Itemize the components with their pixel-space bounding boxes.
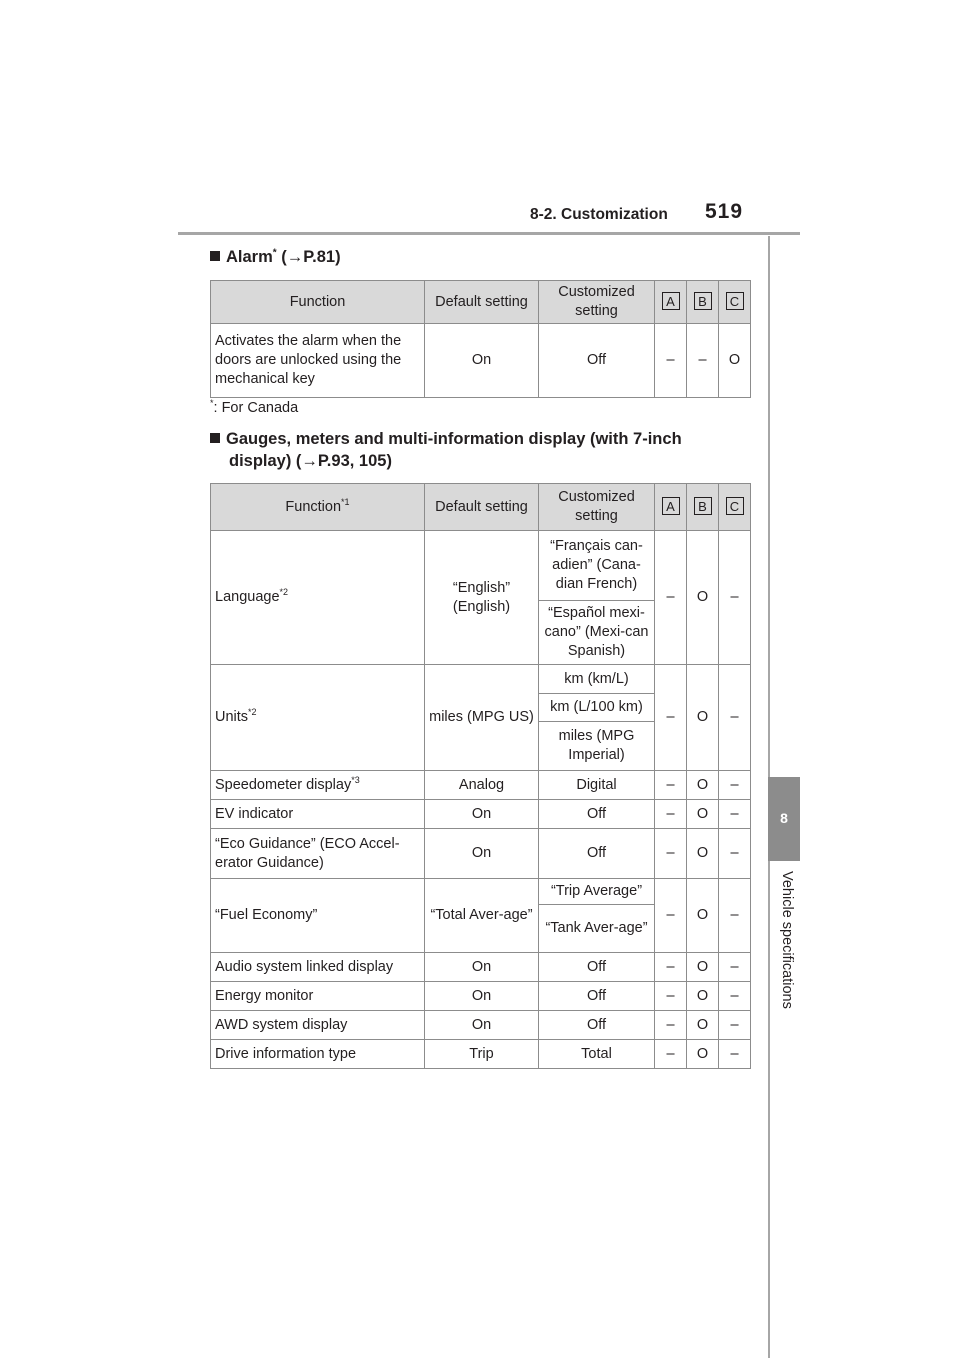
- cell-b: O: [687, 665, 719, 771]
- header-rule: [178, 232, 800, 235]
- cell-customized: km (km/L): [539, 665, 655, 694]
- cell-b: O: [687, 879, 719, 953]
- cell-b: O: [687, 531, 719, 665]
- cell-c: –: [719, 1040, 751, 1069]
- page-header-section: 8-2. Customization: [530, 206, 668, 223]
- cell-c: –: [719, 665, 751, 771]
- cell-b: –: [687, 324, 719, 398]
- footnote-canada: *: For Canada: [210, 398, 299, 416]
- cell-customized: “Trip Average”: [539, 879, 655, 905]
- column-header-a: A: [655, 484, 687, 531]
- table-row-units: [211, 665, 751, 694]
- cell-c: –: [719, 879, 751, 953]
- cell-function: Units$^{*2}$: [211, 665, 425, 771]
- cell-a: –: [655, 771, 687, 800]
- cell-customized: Off: [539, 324, 655, 398]
- column-header-b: B: [687, 484, 719, 531]
- cell-function: EV indicator: [211, 800, 425, 829]
- bullet-square-icon: [210, 433, 220, 443]
- column-header-a: A: [655, 281, 687, 324]
- cell-customized: Off: [539, 953, 655, 982]
- cell-customized: “Français can-adien” (Cana-dian French): [539, 531, 655, 601]
- column-header-default: Default setting: [425, 281, 539, 324]
- cell-customized: Total: [539, 1040, 655, 1069]
- chapter-tab: [768, 777, 800, 861]
- cell-default: On: [425, 324, 539, 398]
- cell-a: –: [655, 324, 687, 398]
- table-row-fuel: [211, 879, 751, 905]
- cell-a: –: [655, 1011, 687, 1040]
- cell-customized: miles (MPG Imperial): [539, 722, 655, 771]
- cell-c: –: [719, 829, 751, 879]
- cell-customized: Off: [539, 982, 655, 1011]
- cell-default: Trip: [425, 1040, 539, 1069]
- cell-c: –: [719, 531, 751, 665]
- table-row-energy: [211, 982, 751, 1011]
- cell-a: –: [655, 953, 687, 982]
- cell-c: –: [719, 800, 751, 829]
- cell-b: O: [687, 1040, 719, 1069]
- cell-function: Drive information type: [211, 1040, 425, 1069]
- bullet-square-icon: [210, 251, 220, 261]
- cell-a: –: [655, 800, 687, 829]
- cell-default: “English” (English): [425, 531, 539, 665]
- cell-customized: Off: [539, 829, 655, 879]
- table-row-eco: [211, 829, 751, 879]
- cell-customized: Digital: [539, 771, 655, 800]
- cell-default: miles (MPG US): [425, 665, 539, 771]
- cell-b: O: [687, 953, 719, 982]
- cell-c: –: [719, 982, 751, 1011]
- cell-b: O: [687, 771, 719, 800]
- cell-b: O: [687, 982, 719, 1011]
- cell-a: –: [655, 1040, 687, 1069]
- cell-c: O: [719, 324, 751, 398]
- column-header-c: C: [719, 281, 751, 324]
- cell-customized: “Español mexi-cano” (Mexi-can Spanish): [539, 601, 655, 665]
- cell-customized: “Tank Aver-age”: [539, 905, 655, 953]
- column-header-b: B: [687, 281, 719, 324]
- cell-function: “Eco Guidance” (ECO Accel-erator Guidance): [211, 829, 425, 879]
- cell-function: Speedometer display$^{*3}$: [211, 771, 425, 800]
- cell-default: “Total Aver-age”: [425, 879, 539, 953]
- cell-function: “Fuel Economy”: [211, 879, 425, 953]
- cell-a: –: [655, 531, 687, 665]
- table-row-awd: [211, 1011, 751, 1040]
- table-row-language: [211, 531, 751, 601]
- column-header-default: Default setting: [425, 484, 539, 531]
- column-header-function: Function: [211, 281, 425, 324]
- table-row: [211, 324, 751, 398]
- cell-b: O: [687, 829, 719, 879]
- cell-function: Language$^{*2}$: [211, 531, 425, 665]
- section-heading-gauges: Gauges, meters and multi-information display (with 7-inch display) (→P.93, 105): [210, 428, 682, 472]
- cell-c: –: [719, 771, 751, 800]
- cell-default: On: [425, 1011, 539, 1040]
- cell-a: –: [655, 982, 687, 1011]
- table-row-audio: [211, 953, 751, 982]
- gauges-table: [210, 483, 751, 1069]
- cell-a: –: [655, 665, 687, 771]
- cell-function: Audio system linked display: [211, 953, 425, 982]
- column-header-customized: Customized setting: [539, 484, 655, 531]
- cell-function: AWD system display: [211, 1011, 425, 1040]
- table-row-speedometer: [211, 771, 751, 800]
- cell-default: On: [425, 982, 539, 1011]
- column-header-c: C: [719, 484, 751, 531]
- cell-function: Energy monitor: [211, 982, 425, 1011]
- cell-b: O: [687, 1011, 719, 1040]
- cell-customized: Off: [539, 800, 655, 829]
- cell-default: Analog: [425, 771, 539, 800]
- page-number: 519: [705, 200, 744, 223]
- cell-function: Activates the alarm when the doors are unlocked using the mechanical key: [211, 324, 425, 398]
- column-header-function: Function$^{*1}$: [211, 484, 425, 531]
- table-row-drive: [211, 1040, 751, 1069]
- section-heading-alarm: Alarm* (→P.81): [210, 246, 341, 268]
- cell-c: –: [719, 1011, 751, 1040]
- cell-a: –: [655, 879, 687, 953]
- chapter-number: 8: [780, 810, 788, 826]
- alarm-table: [210, 280, 751, 398]
- cell-a: –: [655, 829, 687, 879]
- cell-customized: km (L/100 km): [539, 694, 655, 722]
- column-header-customized: Customized setting: [539, 281, 655, 324]
- cell-customized: Off: [539, 1011, 655, 1040]
- table-row-ev: [211, 800, 751, 829]
- cell-c: –: [719, 953, 751, 982]
- cell-default: On: [425, 829, 539, 879]
- cell-b: O: [687, 800, 719, 829]
- cell-default: On: [425, 800, 539, 829]
- cell-default: On: [425, 953, 539, 982]
